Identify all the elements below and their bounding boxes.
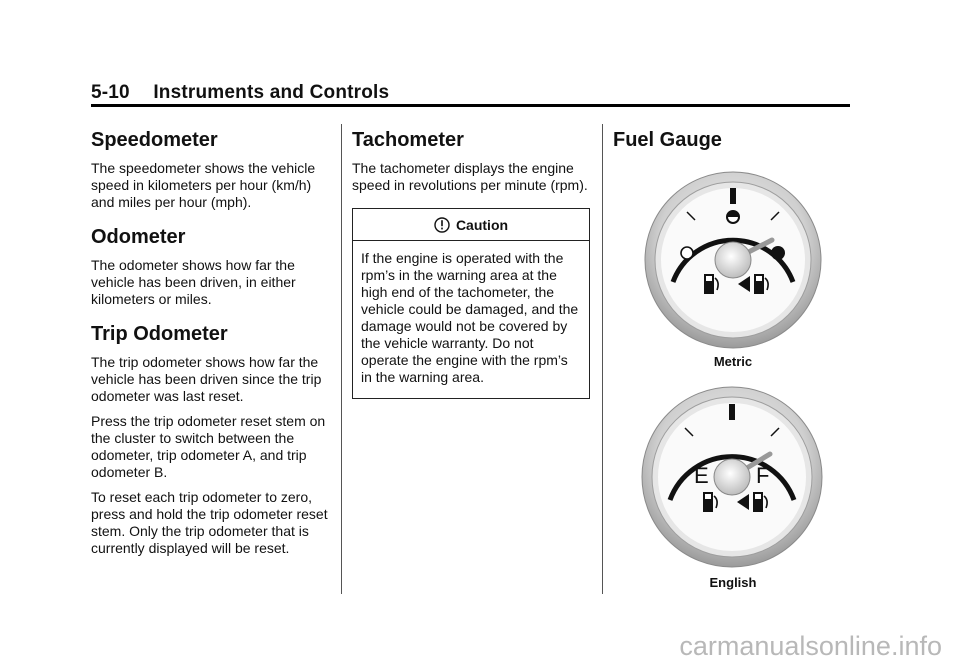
speedometer-text: The speedometer shows the vehicle speed in kilometers per hour (km/h) and miles per hour (mph). [91,160,316,210]
column-divider-1 [341,124,342,594]
page-header [91,82,389,104]
speedometer-heading: Speedometer [91,129,218,151]
caution-text: If the engine is operated with the rpm’s in the warning area at the high end of the tachometer, the vehicle could be damaged, and the damage would not be covered by the vehicle warranty. Do not operate the engine with the rpm’s in the warning area. [361,250,579,385]
trip-odometer-heading: Trip Odometer [91,323,228,345]
fuel-gauge-metric-image [638,170,828,350]
english-caption: English [709,575,757,590]
trip-odometer-text-2: Press the trip odometer reset stem on the cluster to switch between the odometer, trip odometer A, and trip odometer B. [91,413,326,480]
warning-icon [434,217,450,233]
metric-caption: Metric [713,354,753,369]
full-label: F [756,463,770,488]
column-left [91,128,329,565]
empty-label: E [694,463,709,488]
fuel-gauge-english-image [634,384,830,570]
trip-odometer-text-3: To reset each trip odometer to zero, press and hold the trip odometer reset stem. Only the trip odometer that is currently displayed will be reset. [91,489,328,556]
odometer-text: The odometer shows how far the vehicle has been driven, in either kilometers or miles. [91,257,296,307]
page-number: 5-10 [91,82,130,103]
fuel-gauge-heading: Fuel Gauge [613,129,722,151]
tachometer-heading: Tachometer [352,129,464,151]
caution-header [353,209,589,241]
caution-box [352,208,590,399]
section-title: Instruments and Controls [153,82,390,103]
column-divider-2 [602,124,603,594]
column-middle [352,128,592,399]
caution-label: Caution [455,217,509,233]
column-right [613,128,853,160]
trip-odometer-text-1: The trip odometer shows how far the vehicle has been driven since the trip odometer was last reset. [91,354,322,404]
header-rule [91,104,850,107]
odometer-heading: Odometer [91,226,186,248]
watermark: carmanualsonline.info [679,631,942,661]
tachometer-text: The tachometer displays the engine speed in revolutions per minute (rpm). [352,160,588,193]
